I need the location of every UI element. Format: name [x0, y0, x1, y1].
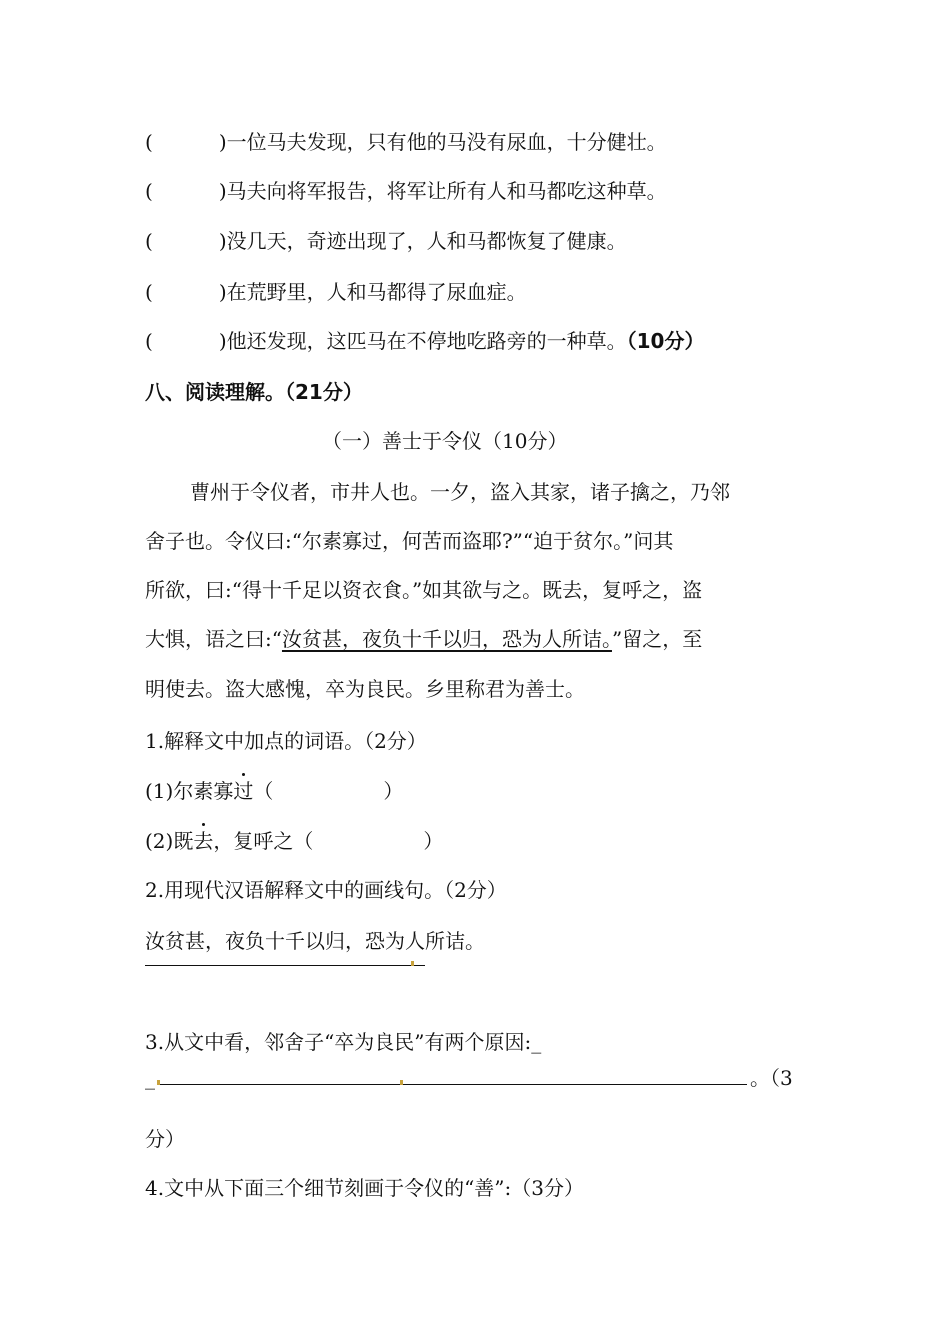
edit-mark — [411, 961, 414, 966]
paren-open: ( — [145, 179, 153, 203]
paren-close: ) — [218, 280, 227, 304]
question-2-sentence: 汝贫甚，夜负十千以归，恐为人所诘。 — [145, 929, 485, 953]
order-item — [145, 327, 704, 355]
order-item-text: 在荒野里，人和马都得了尿血症。 — [226, 280, 527, 304]
passage-text: 大惧，语之曰:“ — [145, 627, 282, 651]
order-item — [145, 227, 627, 255]
order-item-text: 马夫向将军报告，将军让所有人和马都吃这种草。 — [226, 179, 667, 203]
paren-open: ( — [145, 130, 153, 154]
order-item — [145, 128, 667, 156]
question-1-stem: 1.解释文中加点的词语。（2分） — [145, 729, 427, 753]
edit-mark — [400, 1080, 403, 1085]
question-1a — [145, 777, 403, 805]
passage-line: 明使去。盗大感愧，卒为良民。乡里称君为善士。 — [145, 677, 585, 701]
paren-open: ( — [145, 280, 153, 304]
question-4-stem: 4.文中从下面三个细节刻画于令仪的“善”:（3分） — [145, 1176, 584, 1200]
edit-mark — [157, 1080, 160, 1085]
question-1b — [145, 827, 443, 855]
order-score: （10分） — [626, 329, 705, 353]
passage-text: ”留之，至 — [611, 627, 703, 651]
passage-line: 舍子也。令仪曰:“尔素寡过，何苦而盗耶?”“迫于贫尔。”问其 — [145, 529, 674, 553]
paren-close: ) — [218, 229, 227, 253]
underlined-sentence: 汝贫甚，夜负十千以归，恐为人所诘。 — [281, 627, 612, 651]
q3-line-end: 。（3 — [750, 1066, 793, 1090]
passage-title: （一）善士于令仪（10分） — [322, 429, 568, 453]
order-item-text: 没几天，奇迹出现了，人和马都恢复了健康。 — [226, 229, 627, 253]
q1b-suffix: ，复呼之 — [213, 829, 294, 853]
paren-open: ( — [145, 329, 153, 353]
order-item-text: 他还发现，这匹马在不停地吃路旁的一种草。 — [226, 329, 627, 353]
question-3-stem: 3.从文中看，邻舍子“卒为良民”有两个原因:_ — [145, 1030, 542, 1054]
dotted-word: 去 — [193, 829, 214, 853]
paren-open: ( — [145, 229, 153, 253]
order-item-text: 一位马夫发现，只有他的马没有尿血，十分健壮。 — [226, 130, 667, 154]
q1a-prefix: (1)尔素寡 — [145, 779, 234, 803]
answer-line[interactable] — [157, 1084, 747, 1085]
order-item — [145, 177, 667, 205]
passage-line — [145, 625, 702, 653]
answer-line[interactable] — [145, 965, 425, 966]
dotted-word: 过 — [233, 779, 254, 803]
paren-close: ) — [218, 130, 227, 154]
passage-line: 曹州于令仪者，市井人也。一夕，盗入其家，诸子擒之，乃邻 — [190, 480, 730, 504]
paren-open: （ — [293, 829, 314, 853]
section-title: 八、阅读理解。（21分） — [145, 380, 363, 404]
paren-close: ) — [218, 329, 227, 353]
paren-close: ) — [218, 179, 227, 203]
q1b-prefix: (2)既 — [145, 829, 194, 853]
q3-continued: 分） — [145, 1127, 185, 1151]
q3-line-start: _ — [145, 1066, 155, 1090]
paren-close: ） — [383, 779, 404, 803]
order-item — [145, 278, 527, 306]
question-2-stem: 2.用现代汉语解释文中的画线句。（2分） — [145, 878, 507, 902]
paren-close: ） — [423, 829, 444, 853]
passage-line: 所欲，曰:“得十千足以资衣食。”如其欲与之。既去，复呼之，盗 — [145, 578, 703, 602]
paren-open: （ — [253, 779, 274, 803]
